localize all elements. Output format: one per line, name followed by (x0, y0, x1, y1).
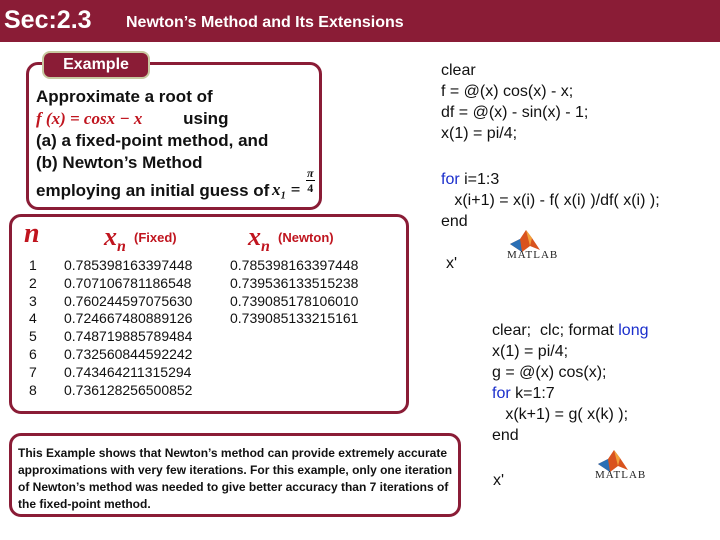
n-cell: 5 (29, 328, 37, 345)
matlab-wordmark: MATLAB (507, 249, 559, 261)
function-definition: f (x) = cosx − x (36, 109, 143, 128)
matlab-logo (582, 448, 648, 482)
long-keyword: long (618, 322, 649, 339)
newton-code-output: x' (446, 255, 458, 272)
fixed-cell: 0.736128256500852 (64, 381, 193, 398)
column-header-n: n (24, 218, 40, 249)
problem-line-3: (a) a fixed-point method, and (36, 131, 269, 150)
newton-subscript: n (261, 238, 270, 256)
section-number: Sec:2.3 (4, 6, 92, 34)
newton-code-loop (441, 169, 660, 232)
n-cell: 4 (29, 310, 37, 327)
for-range: i=1:3 (459, 171, 500, 188)
column-header-newton-label: (Newton) (278, 230, 334, 245)
code-line: clear (441, 62, 476, 79)
problem-line-4: (b) Newton’s Method (36, 153, 203, 172)
code-line: x(i+1) = x(i) - f( x(i) )/df( x(i) ); (441, 192, 660, 209)
newton-cell: 0.739085178106010 (230, 292, 359, 309)
fixed-code (492, 320, 649, 446)
code-line: df = @(x) - sin(x) - 1; (441, 104, 589, 121)
fixed-cell: 0.724667480889126 (64, 310, 193, 327)
newton-code-setup (441, 60, 588, 144)
code-line: end (492, 427, 519, 444)
column-newton (230, 257, 358, 328)
newton-x: x (248, 222, 261, 251)
x1-symbol: x₁ = (272, 180, 301, 199)
matlab-wordmark: MATLAB (595, 469, 647, 481)
matlab-logo (494, 228, 560, 262)
column-fixed (64, 257, 192, 399)
problem-line-1: Approximate a root of (36, 87, 213, 106)
n-cell: 6 (29, 345, 37, 362)
n-cell: 7 (29, 363, 37, 380)
example-label: Example (42, 51, 150, 79)
fixed-code-output: x' (493, 472, 505, 489)
column-n (29, 257, 37, 399)
fixed-cell: 0.707106781186548 (64, 274, 192, 291)
fixed-cell: 0.785398163397448 (64, 257, 193, 273)
code-line: end (441, 213, 468, 230)
problem-initial-guess: employing an initial guess of (36, 181, 270, 200)
code-line: x(1) = pi/4; (492, 343, 569, 360)
newton-cell: 0.739085133215161 (230, 310, 359, 327)
code-line (441, 169, 660, 190)
fixed-cell: 0.748719885789484 (64, 328, 193, 345)
pi-over-four (306, 166, 315, 195)
column-header-fixed-symbol (104, 222, 126, 256)
fraction-denominator: 4 (307, 181, 314, 195)
problem-line-2 (36, 108, 326, 130)
n-cell: 2 (29, 274, 37, 291)
problem-line-5 (36, 166, 326, 202)
code-line (492, 320, 649, 341)
column-header-newton-symbol (248, 222, 270, 256)
title-bar (0, 0, 720, 42)
note-text: This Example shows that Newton’s method can provide extremely accurate approximations with very few iterations. For this example, only one iteration of Newton’s method was needed to give better accuracy than 7 iterations of the fixed-point method. (18, 446, 453, 511)
for-keyword: for (492, 385, 511, 402)
fixed-cell: 0.760244597075630 (64, 292, 193, 309)
section-title: Newton’s Method and Its Extensions (126, 14, 404, 31)
code-line (492, 383, 649, 404)
newton-cell: 0.739536133515238 (230, 274, 359, 291)
code-line: x(1) = pi/4; (441, 125, 518, 142)
fixed-x: x (104, 222, 117, 251)
code-line: f = @(x) cos(x) - x; (441, 83, 574, 100)
n-cell: 8 (29, 381, 37, 398)
code-clear: clear; clc; format (492, 322, 619, 339)
fixed-subscript: n (117, 238, 126, 256)
problem-statement (36, 86, 326, 202)
for-keyword: for (441, 171, 460, 188)
problem-using: using (183, 109, 229, 128)
fixed-cell: 0.732560844592242 (64, 345, 193, 362)
fraction-numerator: π (307, 166, 314, 180)
for-range: k=1:7 (510, 385, 555, 402)
n-cell: 1 (29, 257, 37, 273)
column-header-fixed-label: (Fixed) (134, 230, 177, 245)
code-line: x(k+1) = g( x(k) ); (492, 406, 629, 423)
code-line: g = @(x) cos(x); (492, 364, 607, 381)
newton-cell: 0.785398163397448 (230, 257, 359, 273)
fixed-cell: 0.743464211315294 (64, 363, 192, 380)
n-cell: 3 (29, 292, 37, 309)
